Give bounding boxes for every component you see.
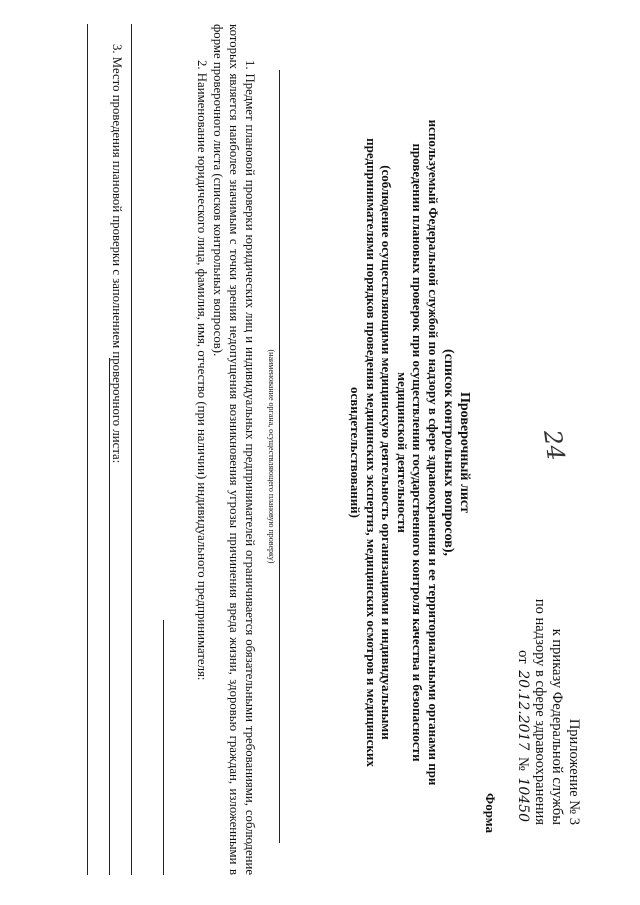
document-title [348,40,472,865]
document-body [194,24,258,875]
number-label: № [515,756,531,771]
org-name-caption: (наименование органа, осуществляющего плановую проверку) [267,349,276,564]
org-name-line [279,70,280,843]
item-3-fill-line [109,358,110,875]
title-line-3: используемый Федеральной службой по надзору в сфере здравоохранения и ее территориальными органами при [426,119,441,786]
title-line-7: предпринимателями порядков проведения медицинских экспертиз, медицинских осмотров и медицинских [364,138,379,767]
item-1-text: 1. Предмет плановой проверки юридических лиц и индивидуальных предпринимателей ограничивается обязательными требованиями, соблюдение которых является наиболее значимым с точки зрения недопущения возникновения угрозы причинения вреда жизни, здоровью граждан, изложенными в форме проверочного листа (списков контрольных вопросов). [211,24,257,875]
title-line-8: освидетельствований) [348,386,364,519]
item-2-fill-line [163,620,164,875]
from-label: от [515,650,531,664]
handwritten-date: 20.12.2017 [515,670,531,751]
title-line-2: (список контрольных вопросов), [441,348,457,557]
appendix-line-3: по надзору в сфере здравоохранения [532,598,548,825]
title-line-6: (соблюдение осуществляющими медицинскую деятельность организациями и индивидуальными [379,165,395,740]
title-line-4: проведении плановых проверок при осуществлении государственного контроля качества и безопасности [410,143,426,762]
form-label: Форма [483,793,498,833]
handwritten-number: 10450 [515,777,531,822]
title-line-1: Проверочный лист [457,392,472,513]
item-3-fill-line-2 [87,24,88,875]
item-3-text: 3. Место проведения плановой проверки с заполнением проверочного листа: [110,44,124,464]
appendix-date-line [514,565,531,825]
title-line-5: медицинской деятельности [395,372,410,533]
item-2-text: 2. Наименование юридического лица, фамилия, имя, отчество (при наличии) индивидуального предпринимателя: [195,60,209,681]
item-2-fill-line-2 [131,24,132,875]
handwritten-page-number: 24 [538,428,570,463]
appendix-header [514,565,582,825]
appendix-line-1: Приложение № 3 [566,718,582,825]
appendix-line-2: к приказу Федеральной службы [549,628,565,825]
